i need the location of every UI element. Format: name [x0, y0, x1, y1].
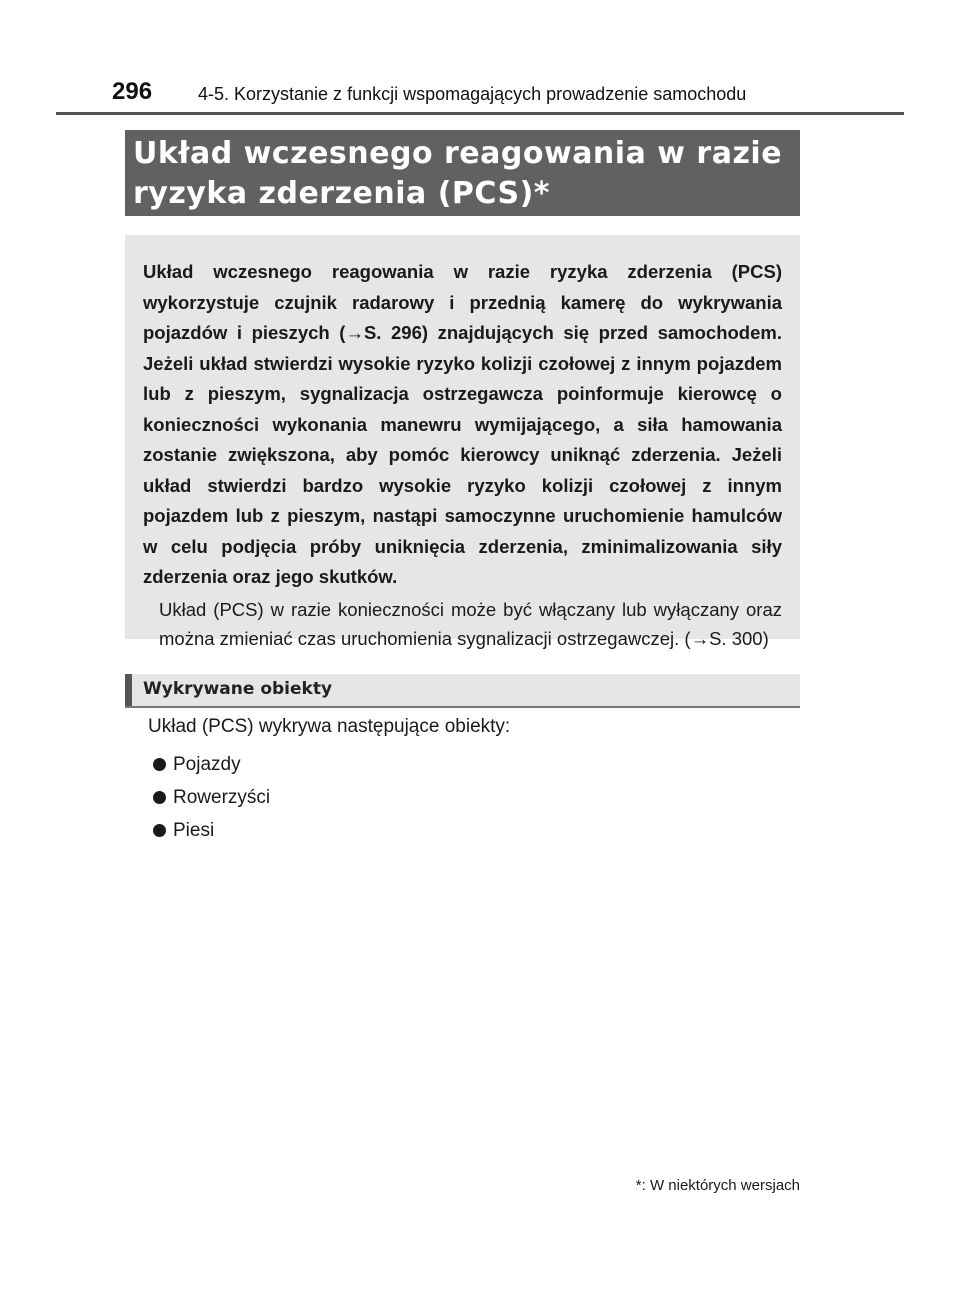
- list-item: [153, 748, 270, 781]
- page-number: 296: [112, 78, 153, 105]
- intro-description: Układ wczesnego reagowania w razie ryzyka zderzenia (PCS) wykorzystuje czujnik radarowy i przednią kamerę do wykrywania pojazdów i pieszych (→S. 296) znajdujących się przed samochodem. Jeżeli układ stwierdzi wysokie ryzyko kolizji czołowej z innym pojazdem lub z pieszym, sygnalizacja ostrzegawcza poinformuje kierowcę o konieczności wykonania manewru wymijającego, a siła hamowania zostanie zwiększona, aby pomóc kierowcy uniknąć zderzenia. Jeżeli układ stwierdzi bardzo wysokie ryzyko kolizji czołowej z innym pojazdem lub z pieszym, nastąpi samoczynne uruchomienie hamulców w celu podjęcia próby uniknięcia zderzenia, zminimalizowania siły zderzenia oraz jego skutków.: [143, 261, 782, 587]
- detected-objects-list: [153, 748, 270, 847]
- chapter-title: 4-5. Korzystanie z funkcji wspomagających prowadzenie samochodu: [198, 84, 747, 104]
- list-item-label: Pojazdy: [173, 753, 241, 775]
- section-title: Wykrywane obiekty: [143, 679, 333, 699]
- footnote: *: W niektórych wersjach: [635, 1177, 800, 1194]
- bullet-icon: [153, 758, 166, 771]
- list-item-label: Piesi: [173, 819, 215, 841]
- title-line-2: ryzyka zderzenia (PCS)*: [133, 176, 550, 211]
- list-item-label: Rowerzyści: [173, 786, 271, 808]
- title-box: [125, 130, 800, 216]
- detected-objects-intro: Układ (PCS) wykrywa następujące obiekty:: [148, 716, 511, 737]
- title-line-1: Układ wczesnego reagowania w razie: [133, 136, 783, 171]
- header-rule: [56, 112, 904, 115]
- intro-box: [125, 235, 800, 649]
- list-item: [153, 781, 270, 814]
- section-heading-bar: [125, 674, 132, 706]
- section-heading: [125, 674, 800, 708]
- bullet-icon: [153, 824, 166, 837]
- bullet-icon: [153, 791, 166, 804]
- intro-note: Układ (PCS) w razie konieczności może być włączany lub wyłączany oraz można zmieniać czas uruchomienia sygnalizacji ostrzegawczej. (→S. 300): [159, 598, 782, 649]
- list-item: [153, 814, 270, 847]
